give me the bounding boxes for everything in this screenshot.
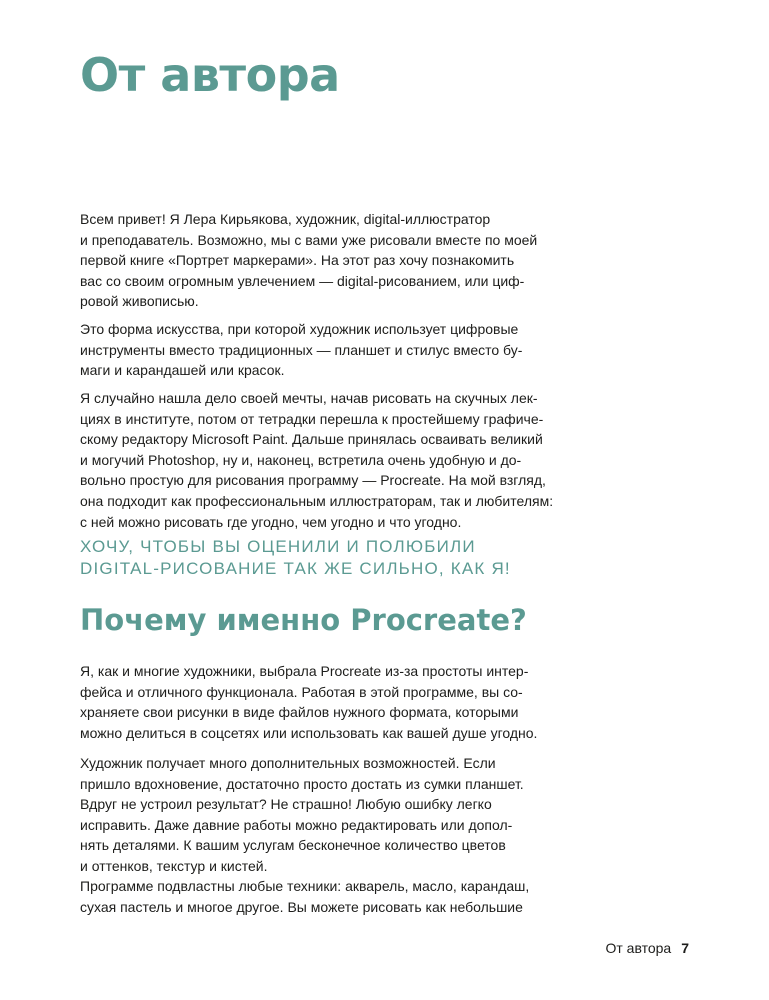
intro-paragraph-1 [80,209,540,312]
pull-quote-line: ХОЧУ, ЧТОБЫ ВЫ ОЦЕНИЛИ И ПОЛЮБИЛИ [80,537,476,556]
text-line: и преподаватель. Возможно, мы с вами уже рисовали вместе по моей [80,231,538,248]
text-line: Программе подвластны любые техники: акварель, масло, карандаш, [80,878,530,894]
text-line: и оттенков, текстур и кистей. [80,857,268,874]
page-number: 7 [681,940,689,956]
running-title: От автора [605,940,672,956]
section-heading: Почему именно Procreate? [80,603,527,637]
text-line: с ней можно рисовать где угодно, чем угодно и что угодно. [80,513,462,530]
page-title: От автора [80,48,340,102]
text-line: она подходит как профессиональным иллюстраторам, так и любителям: [80,492,554,509]
text-line: вас со своим огромным увлечением — digital-рисованием, или циф- [80,272,525,289]
procreate-paragraph-2 [80,753,540,877]
text-line: вольно простую для рисования программу — Procreate. На мой взгляд, [80,472,546,489]
pull-quote-line: DIGITAL-РИСОВАНИЕ ТАК ЖЕ СИЛЬНО, КАК Я! [80,559,511,578]
text-line: инструменты вместо традиционных — планшет и стилус вместо бу- [80,341,523,358]
intro-paragraph-3 [80,388,554,532]
page-footer [605,940,689,956]
text-line: первой книге «Портрет маркерами». На этот раз хочу познакомить [80,252,515,269]
text-line: ровой живописью. [80,293,199,310]
text-line: пришло вдохновение, достаточно просто достать из сумки планшет. [80,775,524,792]
text-line: Художник получает много дополнительных возможностей. Если [80,755,496,771]
text-line: маги и карандашей или красок. [80,362,285,379]
text-line: Вдруг не устроил результат? Не страшно! Любую ошибку легко [80,796,492,813]
text-line: Я, как и многие художники, выбрала Procreate из-за простоты интер- [80,663,529,679]
text-line: можно делиться в соцсетях или использовать как вашей душе угодно. [80,724,538,741]
text-line: храняете свои рисунки в виде файлов нужного формата, которыми [80,704,519,721]
text-line: Это форма искусства, при которой художник использует цифровые [80,321,519,337]
text-line: сухая пастель и многое другое. Вы можете рисовать как небольшие [80,898,523,915]
procreate-paragraph-3 [80,876,540,917]
text-line: циях в институте, потом от тетрадки перешла к простейшему графиче- [80,410,544,427]
text-line: нять деталями. К вашим услугам бесконечное количество цветов [80,837,506,854]
pull-quote [80,536,511,580]
text-line: скому редактору Microsoft Paint. Дальше принялась осваивать великий [80,431,543,448]
procreate-paragraph-1 [80,661,540,743]
text-line: Я случайно нашла дело своей мечты, начав рисовать на скучных лек- [80,390,538,406]
text-line: исправить. Даже давние работы можно редактировать или допол- [80,816,513,833]
text-line: и могучий Photoshop, ну и, наконец, встретила очень удобную и до- [80,451,522,468]
text-line: Всем привет! Я Лера Кирьякова, художник, digital-иллюстратор [80,211,491,227]
intro-paragraph-2 [80,319,540,381]
text-line: фейса и отличного функционала. Работая в этой программе, вы со- [80,683,523,700]
